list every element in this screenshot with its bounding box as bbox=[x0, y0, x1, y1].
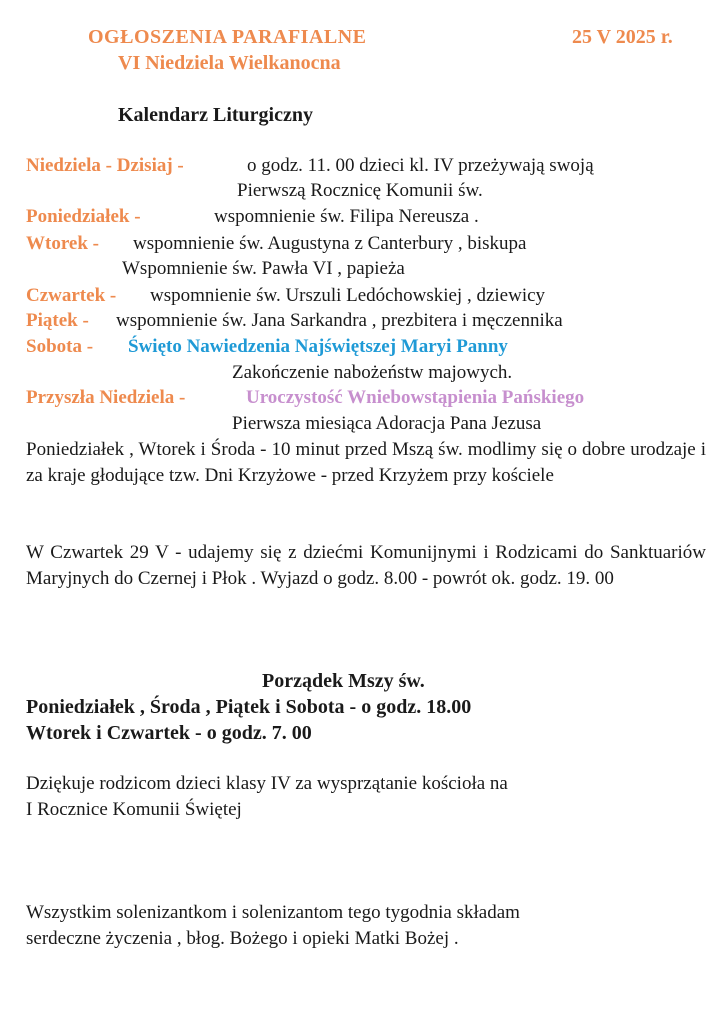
sunday-text-2: Pierwszą Rocznicę Komunii św. bbox=[237, 180, 483, 201]
announcement-date: 25 V 2025 r. bbox=[572, 26, 673, 48]
thanks-line-2: I Rocznice Komunii Świętej bbox=[26, 799, 242, 820]
wishes-line-1: Wszystkim solenizantkom i solenizantom tego tygodnia składam bbox=[26, 902, 520, 923]
mass-schedule-line-2: Wtorek i Czwartek - o godz. 7. 00 bbox=[26, 722, 312, 744]
friday-text: wspomnienie św. Jana Sarkandra , prezbitera i męczennika bbox=[116, 310, 563, 331]
tuesday-text-2: Wspomnienie św. Pawła VI , papieża bbox=[122, 258, 405, 279]
saturday-feast: Święto Nawiedzenia Najświętszej Maryi Panny bbox=[128, 336, 508, 357]
sunday-label: Niedziela - Dzisiaj - bbox=[26, 155, 184, 176]
wishes-line-2: serdeczne życzenia , błog. Bożego i opieki Matki Bożej . bbox=[26, 928, 459, 949]
next-sunday-text-2: Pierwsza miesiąca Adoracja Pana Jezusa bbox=[232, 413, 542, 434]
pilgrimage-paragraph: W Czwartek 29 V - udajemy się z dziećmi Komunijnymi i Rodzicami do Sanktuariów Maryjnych do Czernej i Płok . Wyjazd o godz. 8.00 - powrót ok. godz. 19. 00 bbox=[26, 542, 706, 589]
mass-schedule-line-1: Poniedziałek , Środa , Piątek i Sobota - o godz. 18.00 bbox=[26, 696, 472, 718]
saturday-label: Sobota - bbox=[26, 336, 94, 357]
tuesday-label: Wtorek - bbox=[26, 233, 99, 254]
friday-label: Piątek - bbox=[26, 310, 89, 331]
page-subtitle: VI Niedziela Wielkanocna bbox=[118, 52, 341, 74]
mass-schedule-heading: Porządek Mszy św. bbox=[262, 670, 425, 692]
tuesday-text: wspomnienie św. Augustyna z Canterbury , biskupa bbox=[133, 233, 527, 254]
rogation-days-paragraph: Poniedziałek , Wtorek i Środa - 10 minut przed Mszą św. modlimy się o dobre urodzaje i za kraje głodujące tzw. Dni Krzyżowe - przed Krzyżem przy kościele bbox=[26, 439, 706, 486]
saturday-text-2: Zakończenie nabożeństw majowych. bbox=[232, 362, 513, 383]
sunday-text: o godz. 11. 00 dzieci kl. IV przeżywają swoją bbox=[247, 155, 594, 176]
next-sunday-label: Przyszła Niedziela - bbox=[26, 387, 186, 408]
monday-text: wspomnienie św. Filipa Nereusza . bbox=[214, 206, 479, 227]
page-title: OGŁOSZENIA PARAFIALNE bbox=[88, 26, 367, 48]
calendar-heading: Kalendarz Liturgiczny bbox=[118, 104, 313, 126]
next-sunday-feast: Uroczystość Wniebowstąpienia Pańskiego bbox=[246, 387, 585, 408]
thursday-text: wspomnienie św. Urszuli Ledóchowskiej , dziewicy bbox=[150, 285, 546, 306]
thanks-line-1: Dziękuje rodzicom dzieci klasy IV za wysprzątanie kościoła na bbox=[26, 773, 508, 794]
thursday-label: Czwartek - bbox=[26, 285, 117, 306]
monday-label: Poniedziałek - bbox=[26, 206, 141, 227]
